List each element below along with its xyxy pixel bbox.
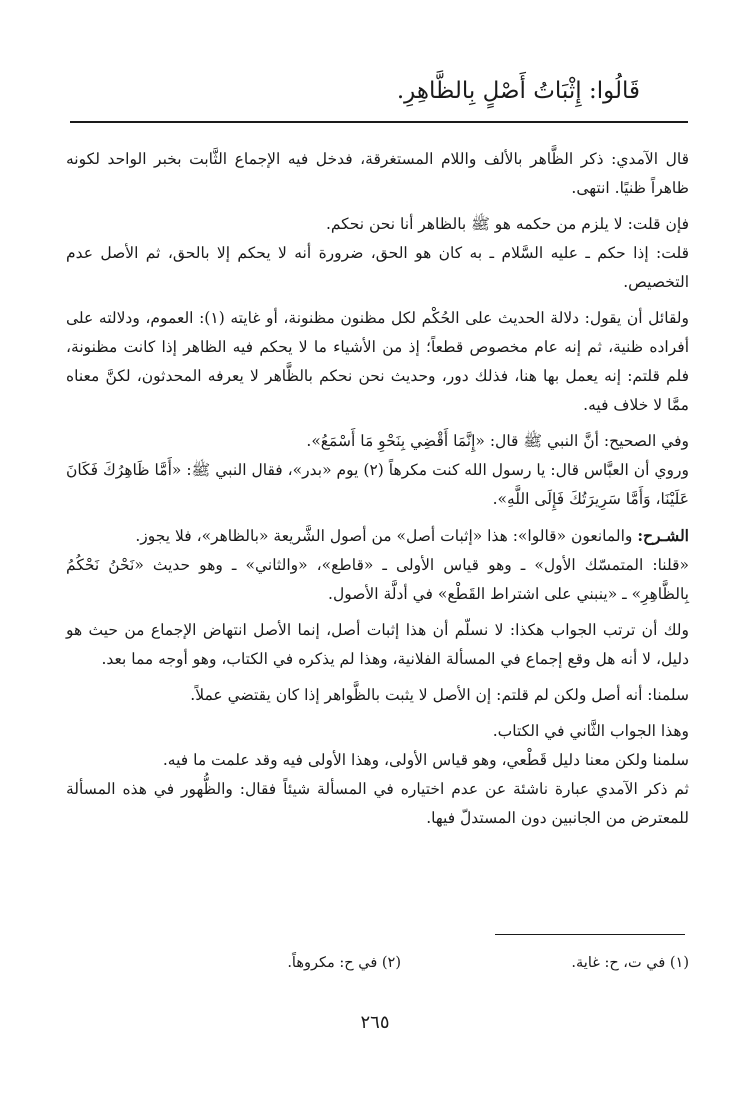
footnote-rule [495, 934, 685, 935]
paragraph-second-answer: وهذا الجواب الثَّاني في الكتاب. [492, 722, 689, 740]
header-title: قَالُوا: إِثْبَاتُ أَصْلٍ بِالظَّاهِرِ. [396, 78, 640, 104]
paragraph-concession-1: سلمنا: أنه أصل ولكن لم قلتم: إن الأصل لا يثبت بالظَّواهر إذا كان يقتضي عملاً. [190, 686, 689, 704]
paragraph-sahih: وفي الصحيح: أنَّ النبي ﷺ قال: «إِنَّمَا أَقْضِي بِنَحْوِ مَا أَسْمَعُ». [306, 432, 689, 450]
paragraph-critique: ولقائل أن يقول: دلالة الحديث على الحُكْم لكل مظنون مظنونة، أو غايته (١): العموم، ودلالته على أفراده ظنية، ثم إنه عام مخصوص قطعاً؛ إذ من الأشياء ما لا يحكم فيه الظاهر إذا كانت مظنونة، فلم قلتم: إنه يعمل بها هنا، فذلك دور، وحديث نحن نحكم بالظَّاهر لا يعرفه المحدثون، لكنَّ معناه ممَّا لا خلاف فيه. [66, 309, 689, 414]
footnotes [66, 955, 689, 981]
footnote-2: (٢) في ح: مكروهاً. [287, 955, 401, 971]
page-number: ٢٦٥ [360, 1012, 390, 1033]
paragraph-objection: فإن قلت: لا يلزم من حكمه هو ﷺ بالظاهر أنا نحن نحكم. [325, 215, 689, 233]
sharh-label: الشـرح: [637, 526, 689, 545]
paragraph-answer: «قلنا: المتمسّك الأول» ـ وهو قياس الأولى ـ «قاطع»، «والثاني» ـ وهو حديث «نَحْنُ نَحْكُمُ بِالظَّاهِرِ» ـ «ينبني على اشتراط القَطْع» في أدلَّة الأصول. [66, 556, 689, 603]
paragraph-reply: قلت: إذا حكم ـ عليه السَّلام ـ به كان هو الحق، ضرورة أنه لا يحكم إلا بالحق، ثم الأصل عدم التخصيص. [66, 244, 689, 291]
paragraph-concession-2: سلمنا ولكن معنا دليل قَطْعي، وهو قياس الأولى، وهذا الأولى فيه وقد علمت ما فيه. [162, 751, 689, 769]
header-rule [70, 121, 688, 123]
paragraph-conclusion: ثم ذكر الآمدي عبارة ناشئة عن عدم اختياره في المسألة شيئاً فقال: والظُّهور في هذه المسألة للمعترض من الجانبين دون المستدلّ فيها. [66, 780, 689, 827]
paragraph-abbas: وروي أن العبَّاس قال: يا رسول الله كنت مكرهاً (٢) يوم «بدر»، فقال النبي ﷺ: «أَمَّا ظَاهِرُكَ فَكَانَ عَلَيْنَا، وَأَمَّا سَرِيرَتُكَ فَإِلَى اللَّهِ». [66, 461, 690, 508]
paragraph-sharh [66, 521, 689, 551]
sharh-text: والمانعون «قالوا»: هذا «إثبات أصل» من أصول الشَّريعة «بالظاهر»، فلا يجوز. [135, 527, 633, 545]
running-header [0, 78, 752, 118]
paragraph-amidi: قال الآمدي: ذكر الظَّاهر بالألف واللام المستغرقة، فدخل فيه الإجماع الثَّابت بخبر الواحد لكونه ظاهراً ظنيًا. انتهى. [66, 150, 689, 197]
paragraph-arrangement: ولك أن ترتب الجواب هكذا: لا نسلّم أن هذا إثبات أصل، إنما الأصل انتهاض الإجماع من حيث هو دليل، لا أنه هل وقع إجماع في المسألة الفلانية، وهذا لم يذكره في الكتاب، وهو أوجه مما بعد. [66, 621, 689, 668]
body-text [66, 145, 689, 840]
footnote-1: (١) في ت، ح: غاية. [571, 955, 689, 971]
